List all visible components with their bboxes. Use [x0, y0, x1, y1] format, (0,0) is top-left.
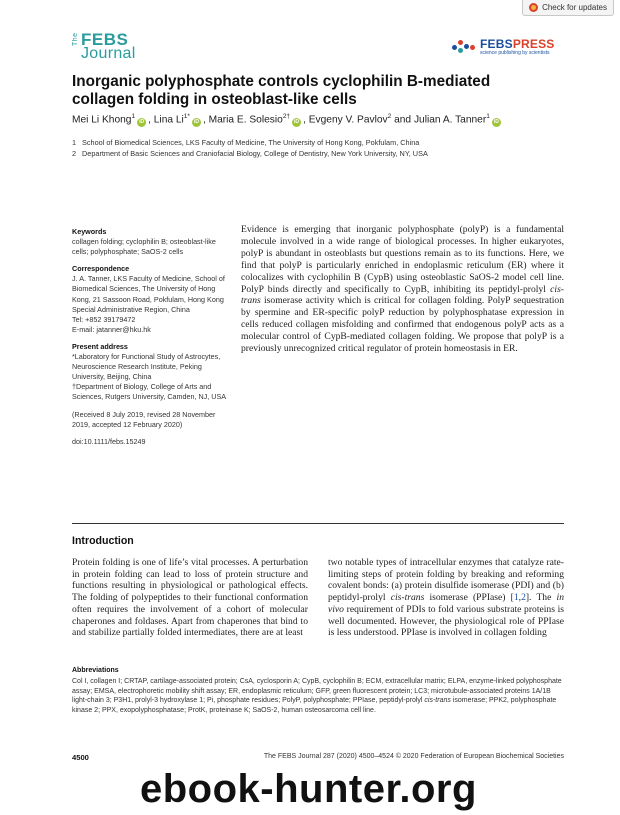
author-name[interactable]: Mei Li Khong — [72, 114, 132, 126]
affiliation-number: 2 — [72, 149, 77, 158]
doi-link[interactable]: doi:10.1111/febs.15249 — [72, 436, 146, 446]
check-updates-label: Check for updates — [542, 3, 607, 12]
author-separator: , — [303, 114, 309, 126]
author-affiliation-mark: 2 — [387, 113, 392, 120]
present-address-heading: Present address — [72, 341, 128, 351]
author-name[interactable]: Julian A. Tanner — [413, 114, 487, 126]
correspondence-heading: Correspondence — [72, 264, 130, 274]
present-address-1: *Laboratory for Functional Study of Astrocytes, Neuroscience Research Institute, Peking University, Beijing, China — [72, 352, 221, 382]
author-separator: , — [202, 114, 209, 126]
present-address-2: †Department of Biology, College of Arts and Sciences, Rutgers University, Camden, NJ, USA — [72, 382, 227, 402]
author-list — [72, 113, 562, 127]
intro-column-right: two notable types of intracellular enzymes that catalyze rate-limiting steps of protein folding by breaking and reforming covalent bonds: (a) protein disulfide isomerase (PDI) and (b) peptidyl-prolyl cis-trans isomerase (PPIase) [1,2]. The in vivo requirement of PDIs to fold various substrate proteins is well documented. However, the physiological role of PPIase is less understood. PPIase is involved in collagen folding — [328, 557, 564, 639]
correspondence-tel: Tel: +852 39179472 — [72, 314, 136, 324]
febs-press-dots-icon — [452, 40, 476, 54]
author-separator: and — [391, 114, 414, 126]
keywords-heading: Keywords — [72, 227, 107, 236]
affiliation-text: School of Biomedical Sciences, LKS Faculty of Medicine, The University of Hong Kong, Pokfulam, China — [82, 138, 420, 147]
check-updates-icon — [529, 3, 538, 12]
correspondence-email[interactable]: E-mail: jatanner@hku.hk — [72, 324, 151, 334]
press-tagline: science publishing by scientists — [480, 50, 550, 56]
journal-logo-journal: Journal — [81, 45, 136, 62]
abstract-italic: cis-trans — [241, 283, 564, 307]
article-title: Inorganic polyphosphate controls cyclophilin B-mediated collagen folding in osteoblast-like cells — [72, 73, 491, 108]
orcid-icon[interactable]: iD — [294, 119, 300, 126]
author-affiliation-mark: 1 — [131, 113, 136, 120]
affiliations — [72, 137, 562, 159]
author-affiliation-mark: 2† — [282, 113, 291, 120]
reference-link[interactable]: 2 — [521, 592, 526, 604]
press-name-sub: PRESS — [512, 37, 555, 51]
orcid-icon[interactable]: iD — [139, 119, 145, 126]
author-name[interactable]: Maria E. Solesio — [208, 114, 283, 126]
affiliation-item — [72, 148, 562, 159]
author-affiliation-mark: 1 — [486, 113, 490, 120]
abbreviations-heading: Abbreviations — [72, 667, 119, 674]
watermark-text: ebook-hunter.org — [140, 767, 477, 811]
abbreviations-box — [72, 666, 564, 716]
abstract-text: Evidence is emerging that inorganic polyphosphate (polyP) is a fundamental molecule involved in a wide range of biological processes. In higher eukaryotes, polyP is abundant in osteoblasts but questions remain as to its functions. Here, we find that polyP is particularly enriched in endoplasmic reticulum (ER) where it colocalizes with cyclophilin B (CypB) using osteoblastic SaOS-2 model cell line. PolyP binds directly and specifically to CypB, inhibiting its peptidyl-prolyl cis-trans isomerase activity which is critical for collagen folding. PolyP sequestration by spermine and ER-specific polyP reduction by polyphosphatase expression in cells reduced collagen misfolding and confirmed that endogenous polyP acts as a molecular control of CypB-mediated collagen folding. We propose that polyP is a previously unrecognized critical regulator of protein homeostasis in ER. — [241, 224, 564, 355]
author-separator: , — [148, 114, 154, 126]
introduction-heading: Introduction — [72, 535, 134, 547]
press-name-main: FEBS — [480, 37, 513, 51]
orcid-icon[interactable]: iD — [193, 119, 199, 126]
journal-logo-the: The — [72, 32, 79, 46]
author-name[interactable]: Evgeny V. Pavlov — [308, 114, 388, 126]
page-number: 4500 — [72, 753, 89, 762]
check-for-updates-button[interactable] — [522, 0, 614, 16]
article-sidebar — [72, 227, 230, 454]
section-divider — [72, 523, 564, 524]
orcid-icon[interactable]: iD — [493, 119, 499, 126]
correspondence-address: J. A. Tanner, LKS Faculty of Medicine, School of Biomedical Sciences, The University of Hong Kong, 21 Sassoon Road, Pokfulam, Hong Kong Special Administrative Region, China — [72, 274, 225, 314]
reference-link[interactable]: 1 — [513, 592, 519, 604]
affiliation-text: Department of Basic Sciences and Craniofacial Biology, College of Dentistry, New York University, NY, USA — [82, 149, 428, 158]
intro-column-left: Protein folding is one of life’s vital processes. A perturbation in protein folding can lead to loss of protein structure and functions resulting in physiological or pathological effects. The folding of polypeptides to their functional conformation often requires the involvement of a cohort of molecular chaperones and foldases. Apart from chaperones that bind to and stabilize partially folded intermediates, there are at least — [72, 557, 308, 639]
febs-press-logo — [452, 38, 555, 56]
abbreviations-text: Col I, collagen I; CRTAP, cartilage-associated protein; CsA, cyclosporin A; CypB, cyclophilin B; ECM, extracellular matrix; ELPA, enzyme-linked polyphosphate assay; EMSA, electrophoretic mobility shift assay; ER, endoplasmic reticulum; GFP, green fluorescent protein; LC3; microtubule-associated proteins 1A/1B light-chain 3; P3H1, prolyl-3 hydroxylase 1; Pi, phosphate residues; PolyP, polyphosphate; PPIase, peptidyl-prolyl cis-trans isomerase; PPK2, polyphosphate kinase 2; PPX, exopolyphosphatase; ProtK, proteinase K; SaOS-2, human osteosarcoma cell line. — [72, 677, 562, 715]
affiliation-number: 1 — [72, 138, 77, 147]
keywords-text: collagen folding; cyclophilin B; osteoblast-like cells; polyphosphate; SaOS-2 cells — [72, 237, 216, 257]
affiliation-item — [72, 137, 562, 148]
author-name[interactable]: Lina Li — [153, 114, 184, 126]
author-affiliation-mark: 1* — [183, 113, 190, 120]
received-dates: (Received 8 July 2019, revised 28 November 2019, accepted 12 February 2020) — [72, 409, 216, 429]
journal-logo-febs: FEBS — [81, 30, 129, 49]
journal-citation: The FEBS Journal 287 (2020) 4500–4524 © 2020 Federation of European Biochemical Societies — [263, 753, 564, 760]
